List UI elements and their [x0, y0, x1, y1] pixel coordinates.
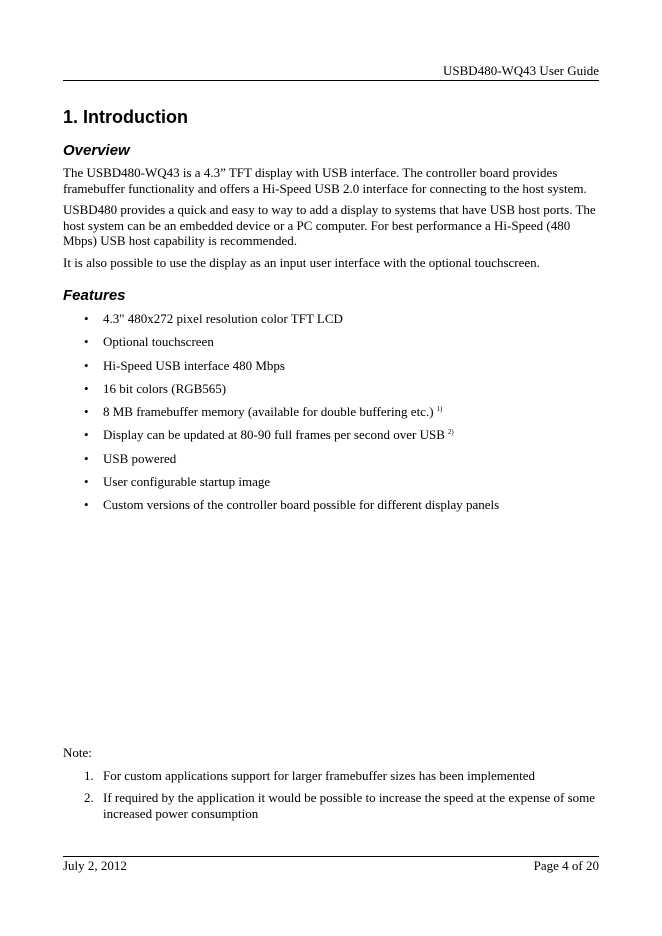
page-footer — [63, 856, 599, 873]
feature-text: User configurable startup image — [103, 474, 271, 490]
footnote-marker: 2) — [447, 428, 454, 437]
overview-heading: Overview — [63, 142, 130, 159]
feature-text: 4.3" 480x272 pixel resolution color TFT LCD — [103, 311, 343, 326]
note-text: If required by the application it would be possible to increase the speed at the expense of some increased power consumption — [103, 790, 596, 821]
features-heading: Features — [63, 287, 126, 304]
overview-paragraph: USBD480 provides a quick and easy to way to add a display to systems that have USB host ports. The host system can be an embedded device or a PC computer. For best performance a Hi-Speed (480 Mbps) USB host capability is recommended. — [63, 202, 596, 248]
notes-list — [63, 768, 599, 822]
note-item — [63, 768, 599, 784]
feature-item — [63, 427, 599, 450]
page-number: Page 4 of 20 — [533, 858, 599, 873]
bullet-icon: • — [84, 311, 89, 326]
bullet-icon: • — [84, 404, 89, 420]
bullet-icon: • — [84, 357, 89, 373]
feature-item — [63, 497, 599, 520]
feature-text: Custom versions of the controller board possible for different display panels — [103, 497, 500, 513]
bullet-icon: • — [84, 474, 89, 490]
note-number: 2. — [84, 790, 94, 805]
note-text: For custom applications support for larger framebuffer sizes has been implemented — [103, 767, 536, 783]
feature-item — [63, 358, 599, 381]
feature-text: Optional touchscreen — [103, 334, 214, 350]
feature-text: 16 bit colors (RGB565) — [103, 380, 227, 396]
page-header — [63, 63, 599, 81]
feature-item — [63, 381, 599, 404]
overview-paragraph: The USBD480-WQ43 is a 4.3” TFT display with USB interface. The controller board provides framebuffer functionality and offers a Hi-Speed USB 2.0 interface for connecting to the host system. — [63, 165, 587, 196]
bullet-icon: • — [84, 380, 89, 396]
document-title: USBD480-WQ43 User Guide — [443, 63, 599, 78]
features-list — [63, 311, 599, 521]
note-item — [63, 790, 599, 821]
feature-item — [63, 311, 599, 334]
feature-item — [63, 474, 599, 497]
notes-label: Note: — [63, 745, 92, 760]
bullet-icon: • — [84, 497, 89, 513]
feature-item — [63, 334, 599, 357]
notes-section — [63, 745, 599, 828]
note-number: 1. — [84, 767, 94, 783]
footer-date: July 2, 2012 — [63, 858, 127, 873]
feature-text: Display can be updated at 80-90 full frames per second over USB — [103, 427, 445, 443]
bullet-icon: • — [84, 334, 89, 350]
bullet-icon: • — [84, 450, 89, 466]
bullet-icon: • — [84, 427, 89, 443]
feature-text: USB powered — [103, 450, 177, 466]
footnote-marker: 1) — [436, 405, 443, 414]
feature-text: 8 MB framebuffer memory (available for double buffering etc.) — [103, 404, 434, 420]
feature-text: Hi-Speed USB interface 480 Mbps — [103, 357, 285, 373]
feature-item — [63, 404, 599, 427]
page-content — [63, 106, 599, 521]
feature-item — [63, 451, 599, 474]
section-heading: 1. Introduction — [63, 107, 188, 127]
overview-paragraph: It is also possible to use the display as an input user interface with the optional touchscreen. — [63, 254, 540, 270]
